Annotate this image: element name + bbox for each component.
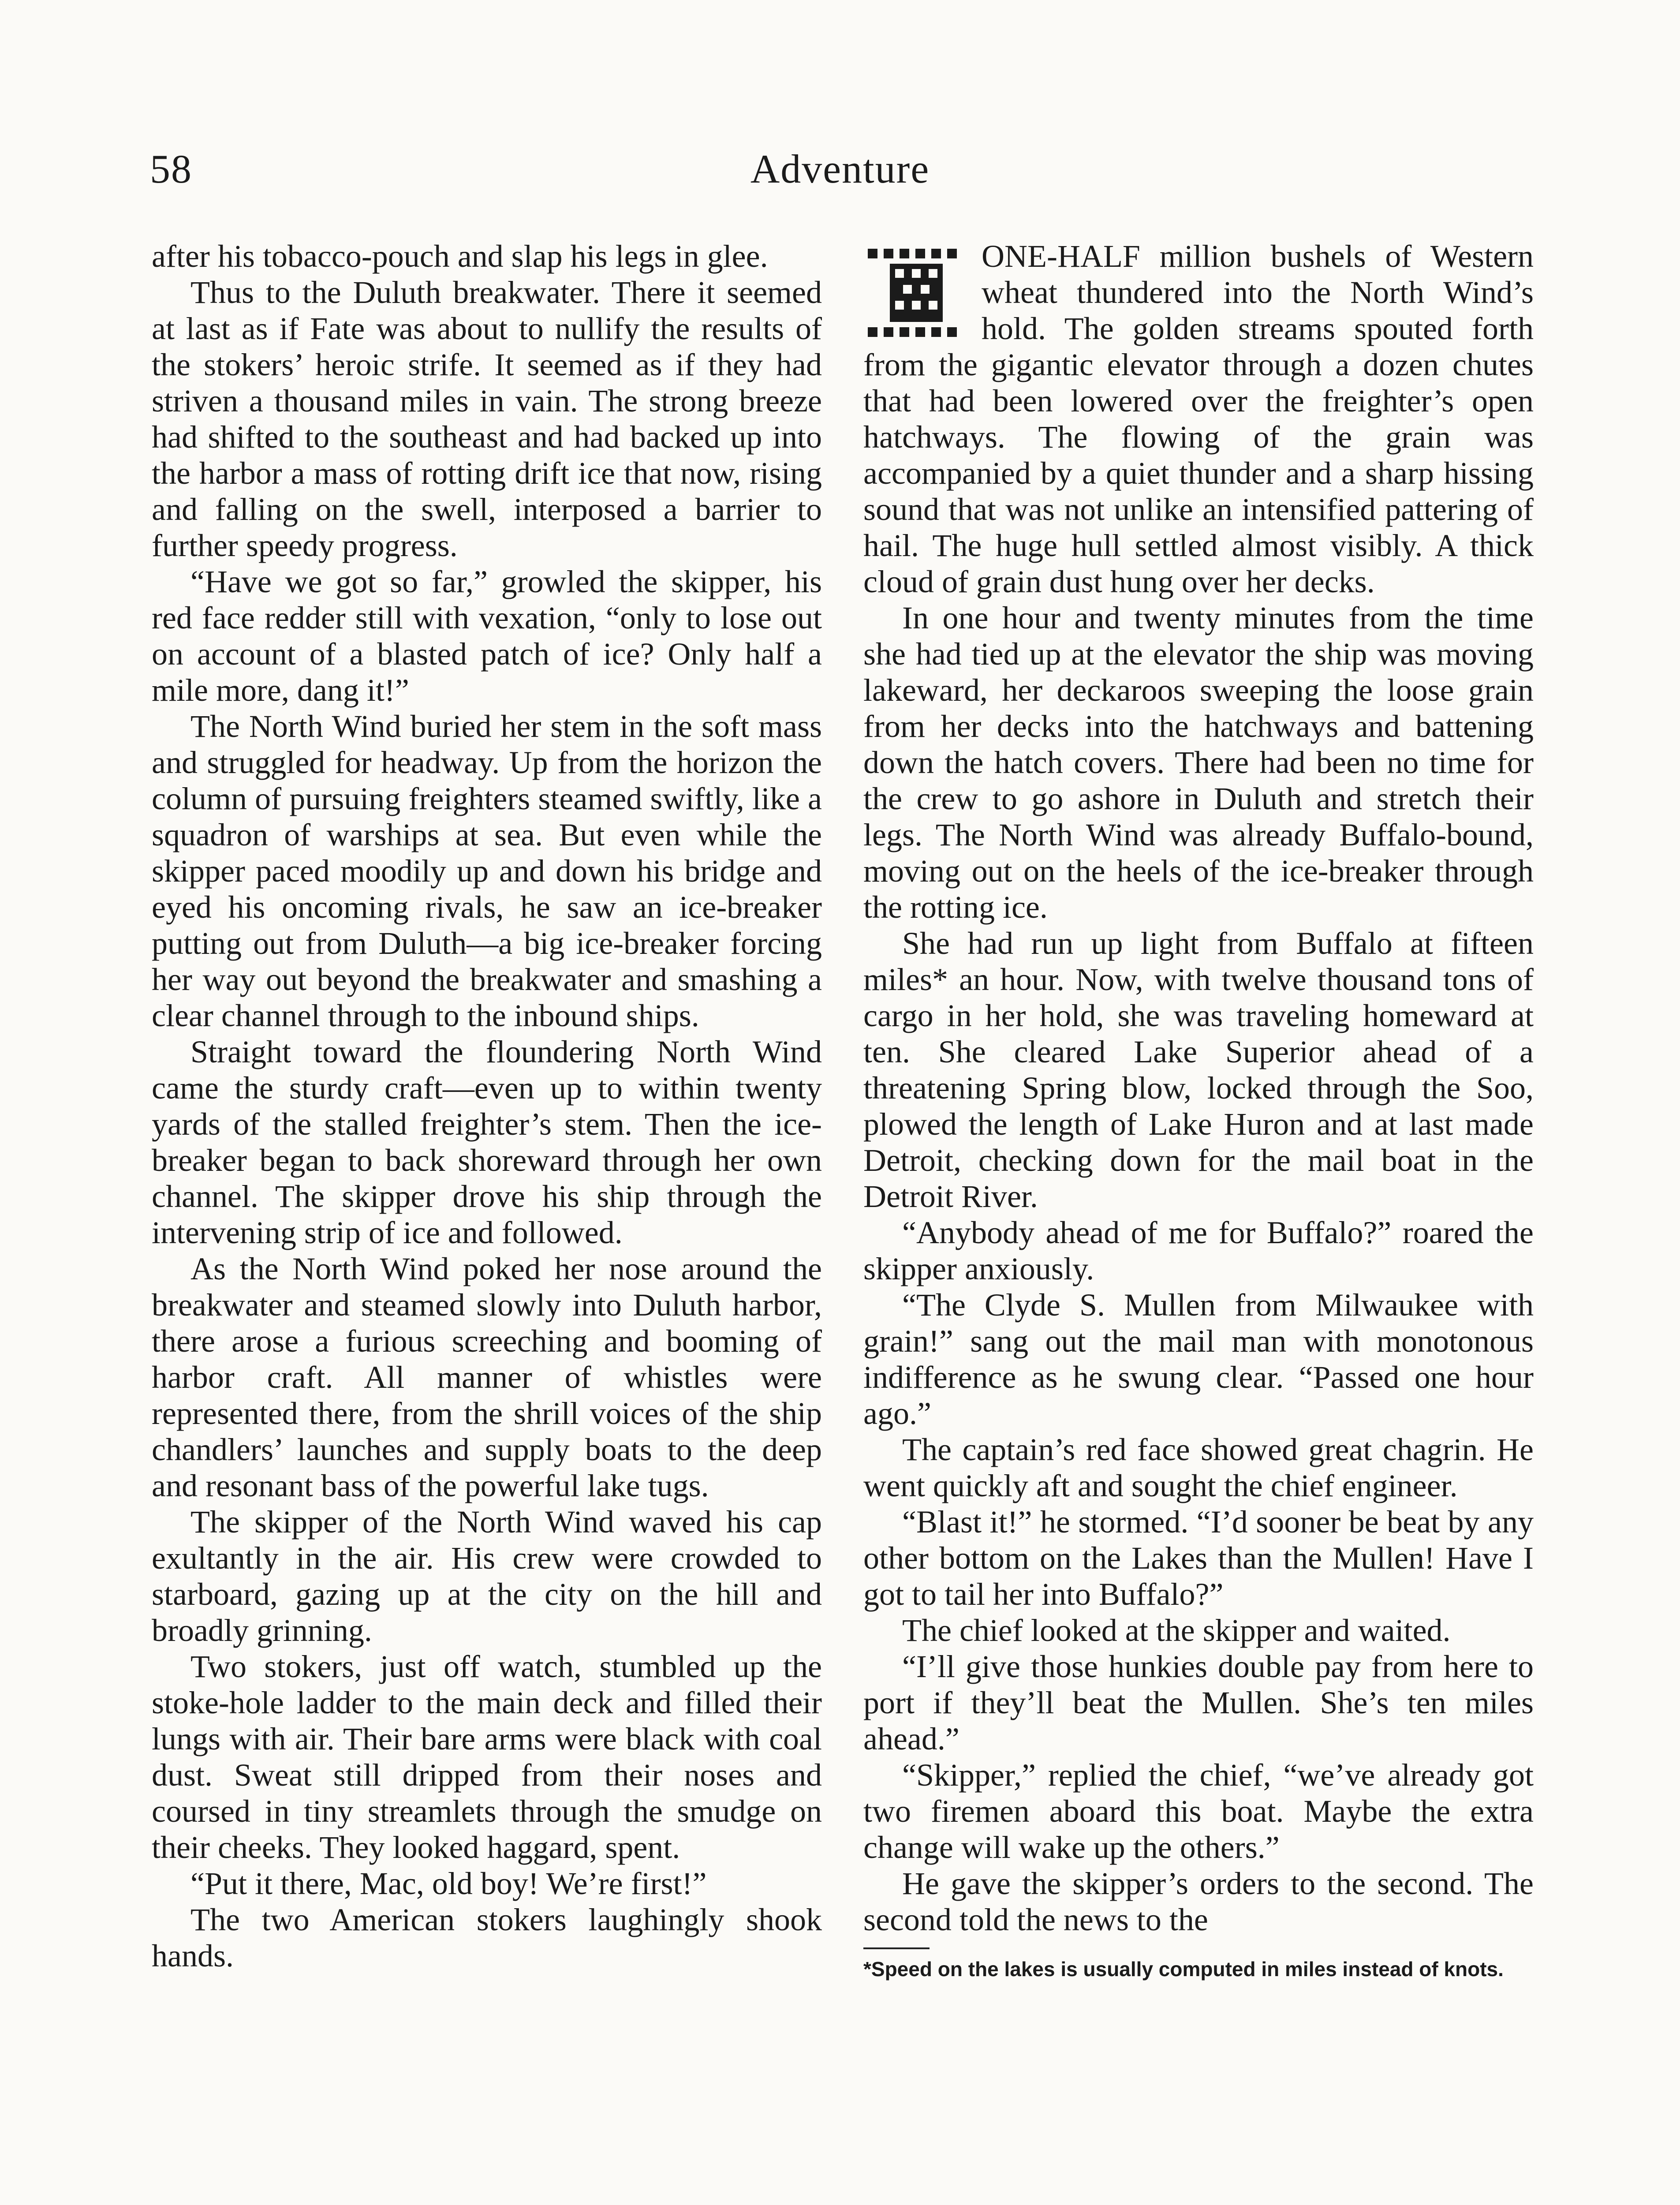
left-text-column	[152, 238, 822, 1974]
paragraph: “Anybody ahead of me for Buffalo?” roared the skipper anxiously.	[863, 1215, 1534, 1286]
paragraph: ONE-HALF million bushels of Western wheat thundered into the North Wind’s hold. The golden streams spouted forth from the gigantic elevator through a dozen chutes that had been lowered over the freighter’s open hatchways. The flowing of the grain was accompanied by a quiet thunder and a sharp hissing sound that was not unlike an intensified pattering of hail. The huge hull settled almost visibly. A thick cloud of grain dust hung over her decks.	[863, 239, 1534, 599]
paragraph: “The Clyde S. Mullen from Milwaukee with grain!” sang out the mail man with monotonous indifference as he swung clear. “Passed one hour ago.”	[863, 1287, 1534, 1431]
paragraph: “I’ll give those hunkies double pay from here to port if they’ll beat the Mullen. She’s ten miles ahead.”	[863, 1649, 1534, 1757]
page-header	[150, 146, 1530, 207]
paragraph: The captain’s red face showed great chagrin. He went quickly aft and sought the chief engineer.	[863, 1432, 1534, 1503]
running-title: Adventure	[750, 146, 930, 191]
paragraph: Straight toward the floundering North Wind came the sturdy craft—even up to within twenty yards of the stalled freighter’s stem. Then the ice-breaker began to back shoreward through her own channel. The skipper drove his ship through the intervening strip of ice and followed.	[152, 1034, 822, 1250]
paragraph: In one hour and twenty minutes from the time she had tied up at the elevator the ship was moving lakeward, her deckaroos sweeping the loose grain from her decks into the hatchways and battening down the hatch covers. There had been no time for the crew to go ashore in Duluth and stretch their legs. The North Wind was already Buffalo-bound, moving out on the heels of the ice-breaker through the rotting ice.	[863, 600, 1534, 925]
footnote: *Speed on the lakes is usually computed in miles instead of knots.	[863, 1958, 1504, 1981]
paragraph: “Blast it!” he stormed. “I’d sooner be beat by any other bottom on the Lakes than the Mullen! Have I got to tail her into Buffalo?”	[863, 1504, 1534, 1612]
section-ornament-icon	[863, 244, 969, 341]
right-text-column	[863, 238, 1534, 1981]
paragraph: Two stokers, just off watch, stumbled up the stoke-hole ladder to the main deck and filled their lungs with air. Their bare arms were black with coal dust. Sweat still dripped from their noses and coursed in tiny streamlets through the smudge on their cheeks. They looked haggard, spent.	[152, 1649, 822, 1865]
paragraph: “Have we got so far,” growled the skipper, his red face redder still with vexation, “only to lose out on account of a blasted patch of ice? Only half a mile more, dang it!”	[152, 564, 822, 708]
paragraph: He gave the skipper’s orders to the second. The second told the news to the	[863, 1866, 1534, 1937]
footnote-divider	[863, 1947, 930, 1949]
paragraph: The two American stokers laughingly shook hands.	[152, 1902, 822, 1973]
paragraph: “Put it there, Mac, old boy! We’re first!”	[190, 1866, 707, 1901]
paragraph: The North Wind buried her stem in the soft mass and struggled for headway. Up from the horizon the column of pursuing freighters steamed swiftly, like a squadron of warships at sea. But even while the skipper paced moodily up and down his bridge and eyed his oncoming rivals, he saw an ice-breaker putting out from Duluth—a big ice-breaker forcing her way out beyond the breakwater and smashing a clear channel through to the inbound ships.	[152, 709, 822, 1033]
paragraph: As the North Wind poked her nose around the breakwater and steamed slowly into Duluth harbor, there arose a furious screeching and booming of harbor craft. All manner of whistles were represented there, from the shrill voices of the ship chandlers’ launches and supply boats to the deep and resonant bass of the powerful lake tugs.	[152, 1251, 822, 1503]
paragraph: “Skipper,” replied the chief, “we’ve already got two firemen aboard this boat. Maybe the extra change will wake up the others.”	[863, 1757, 1534, 1865]
paragraph: after his tobacco-pouch and slap his legs in glee.	[152, 239, 768, 274]
paragraph: The skipper of the North Wind waved his cap exultantly in the air. His crew were crowded to starboard, gazing up at the city on the hill and broadly grinning.	[152, 1504, 822, 1648]
page-number: 58	[150, 146, 192, 191]
paragraph: She had run up light from Buffalo at fifteen miles* an hour. Now, with twelve thousand tons of cargo in her hold, she was traveling homeward at ten. She cleared Lake Superior ahead of a threatening Spring blow, locked through the Soo, plowed the length of Lake Huron and at last made Detroit, checking down for the mail boat in the Detroit River.	[863, 926, 1534, 1214]
paragraph: Thus to the Duluth breakwater. There it seemed at last as if Fate was about to nullify the results of the stokers’ heroic strife. It seemed as if they had striven a thousand miles in vain. The strong breeze had shifted to the southeast and had backed up into the harbor a mass of rotting drift ice that now, rising and falling on the swell, interposed a barrier to further speedy progress.	[152, 275, 822, 563]
paragraph: The chief looked at the skipper and waited.	[902, 1613, 1451, 1648]
